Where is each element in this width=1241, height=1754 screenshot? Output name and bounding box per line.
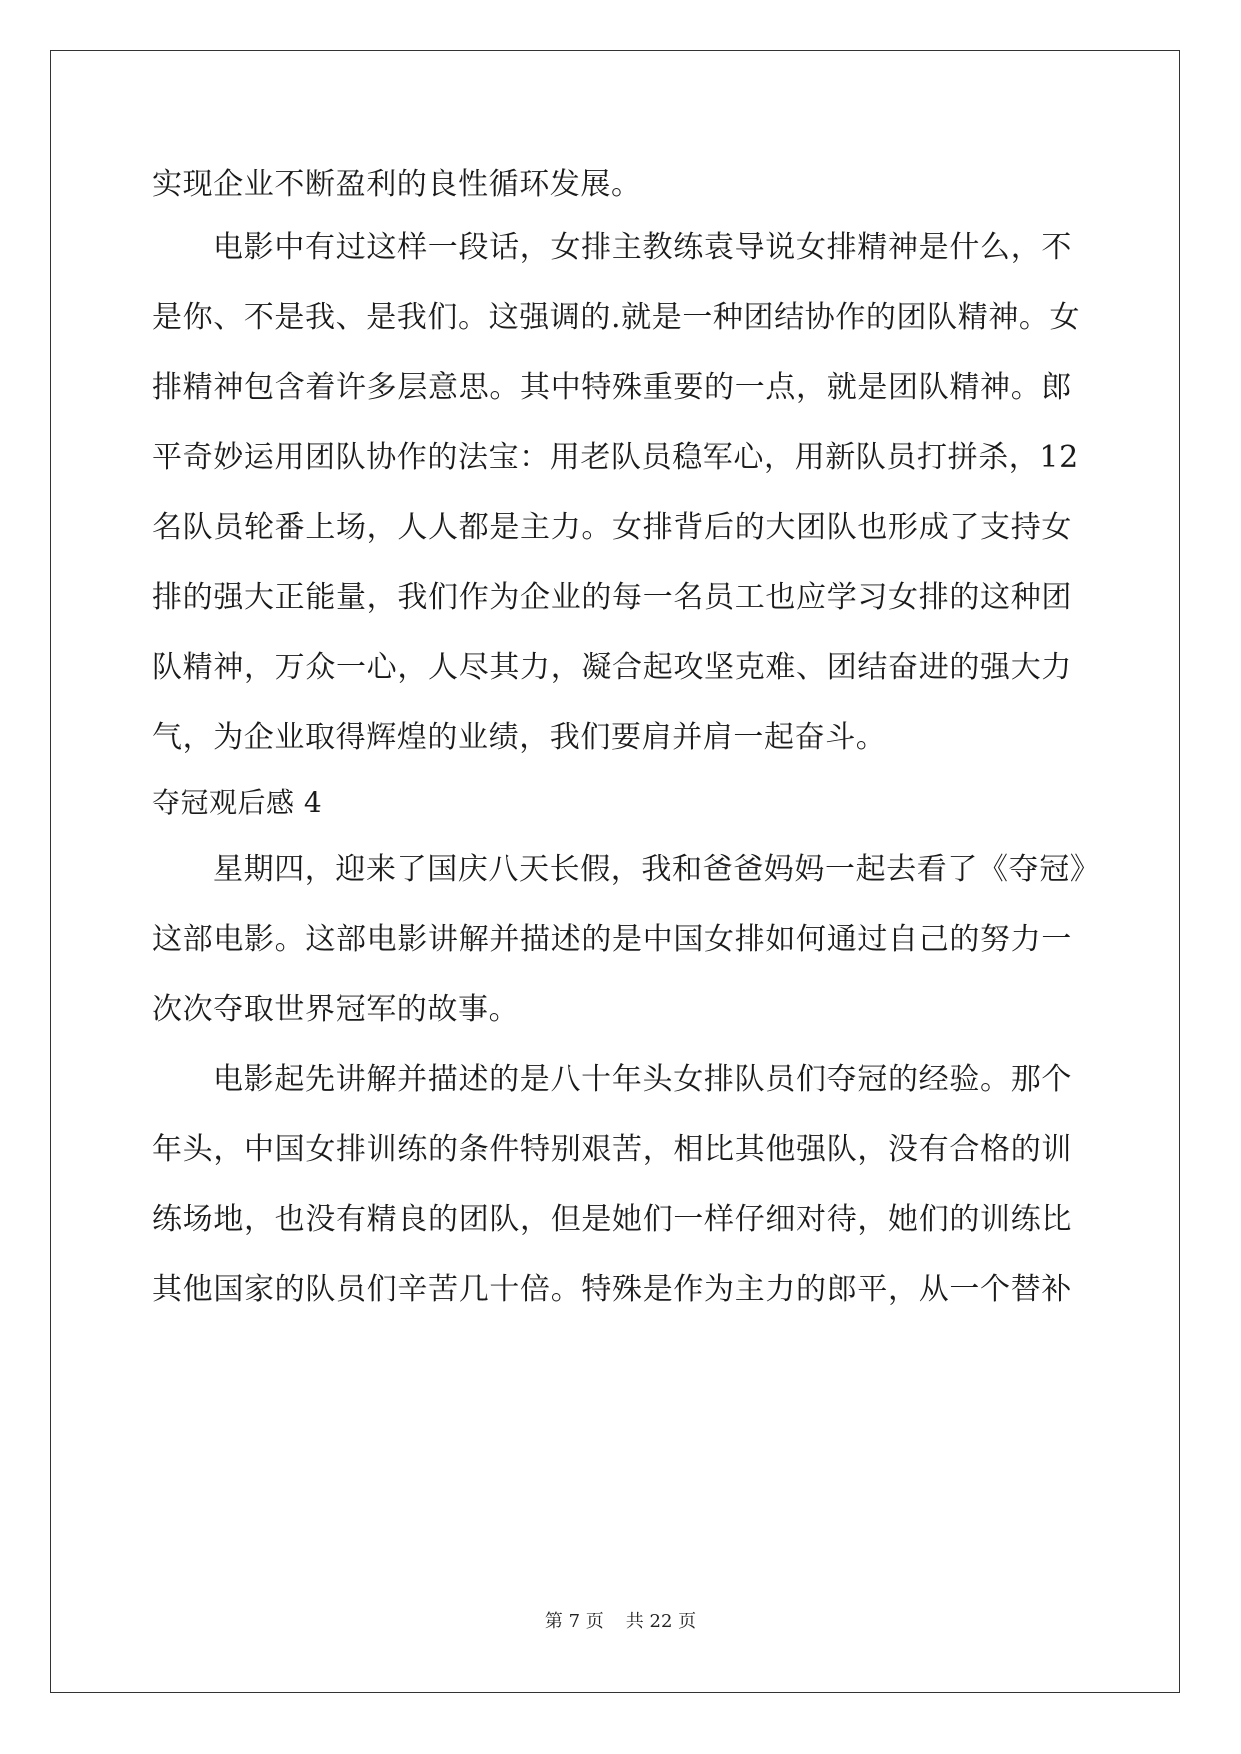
body-line: 队精神，万众一心，人尽其力，凝合起攻坚克难、团结奋进的强大力	[152, 650, 1072, 685]
section-heading: 夺冠观后感 4	[152, 786, 323, 819]
body-line: 排精神包含着许多层意思。其中特殊重要的一点，就是团队精神。郎	[152, 370, 1072, 405]
body-line: 电影中有过这样一段话，女排主教练袁导说女排精神是什么，不	[213, 230, 1072, 265]
body-line: 练场地，也没有精良的团队，但是她们一样仔细对待，她们的训练比	[152, 1202, 1072, 1237]
page-number: 第 7 页	[544, 1611, 604, 1632]
body-line: 其他国家的队员们辛苦几十倍。特殊是作为主力的郎平，从一个替补	[152, 1272, 1072, 1307]
body-line: 星期四，迎来了国庆八天长假，我和爸爸妈妈一起去看了《夺冠》	[213, 852, 1101, 887]
body-line: 实现企业不断盈利的良性循环发展。	[152, 167, 642, 202]
page-footer	[0, 1611, 1241, 1633]
body-line: 排的强大正能量，我们作为企业的每一名员工也应学习女排的这种团	[152, 580, 1072, 615]
body-line: 名队员轮番上场，人人都是主力。女排背后的大团队也形成了支持女	[152, 510, 1072, 545]
body-line: 这部电影。这部电影讲解并描述的是中国女排如何通过自己的努力一	[152, 922, 1072, 957]
body-line: 电影起先讲解并描述的是八十年头女排队员们夺冠的经验。那个	[213, 1062, 1072, 1097]
page-total: 共 22 页	[625, 1611, 697, 1632]
body-line: 次次夺取世界冠军的故事。	[152, 992, 520, 1027]
body-line: 平奇妙运用团队协作的法宝：用老队员稳军心，用新队员打拼杀，12	[152, 440, 1079, 475]
body-line: 年头，中国女排训练的条件特别艰苦，相比其他强队，没有合格的训	[152, 1132, 1072, 1167]
body-line: 是你、不是我、是我们。这强调的.就是一种团结协作的团队精神。女	[152, 300, 1081, 335]
body-line: 气，为企业取得辉煌的业绩，我们要肩并肩一起奋斗。	[152, 720, 887, 755]
